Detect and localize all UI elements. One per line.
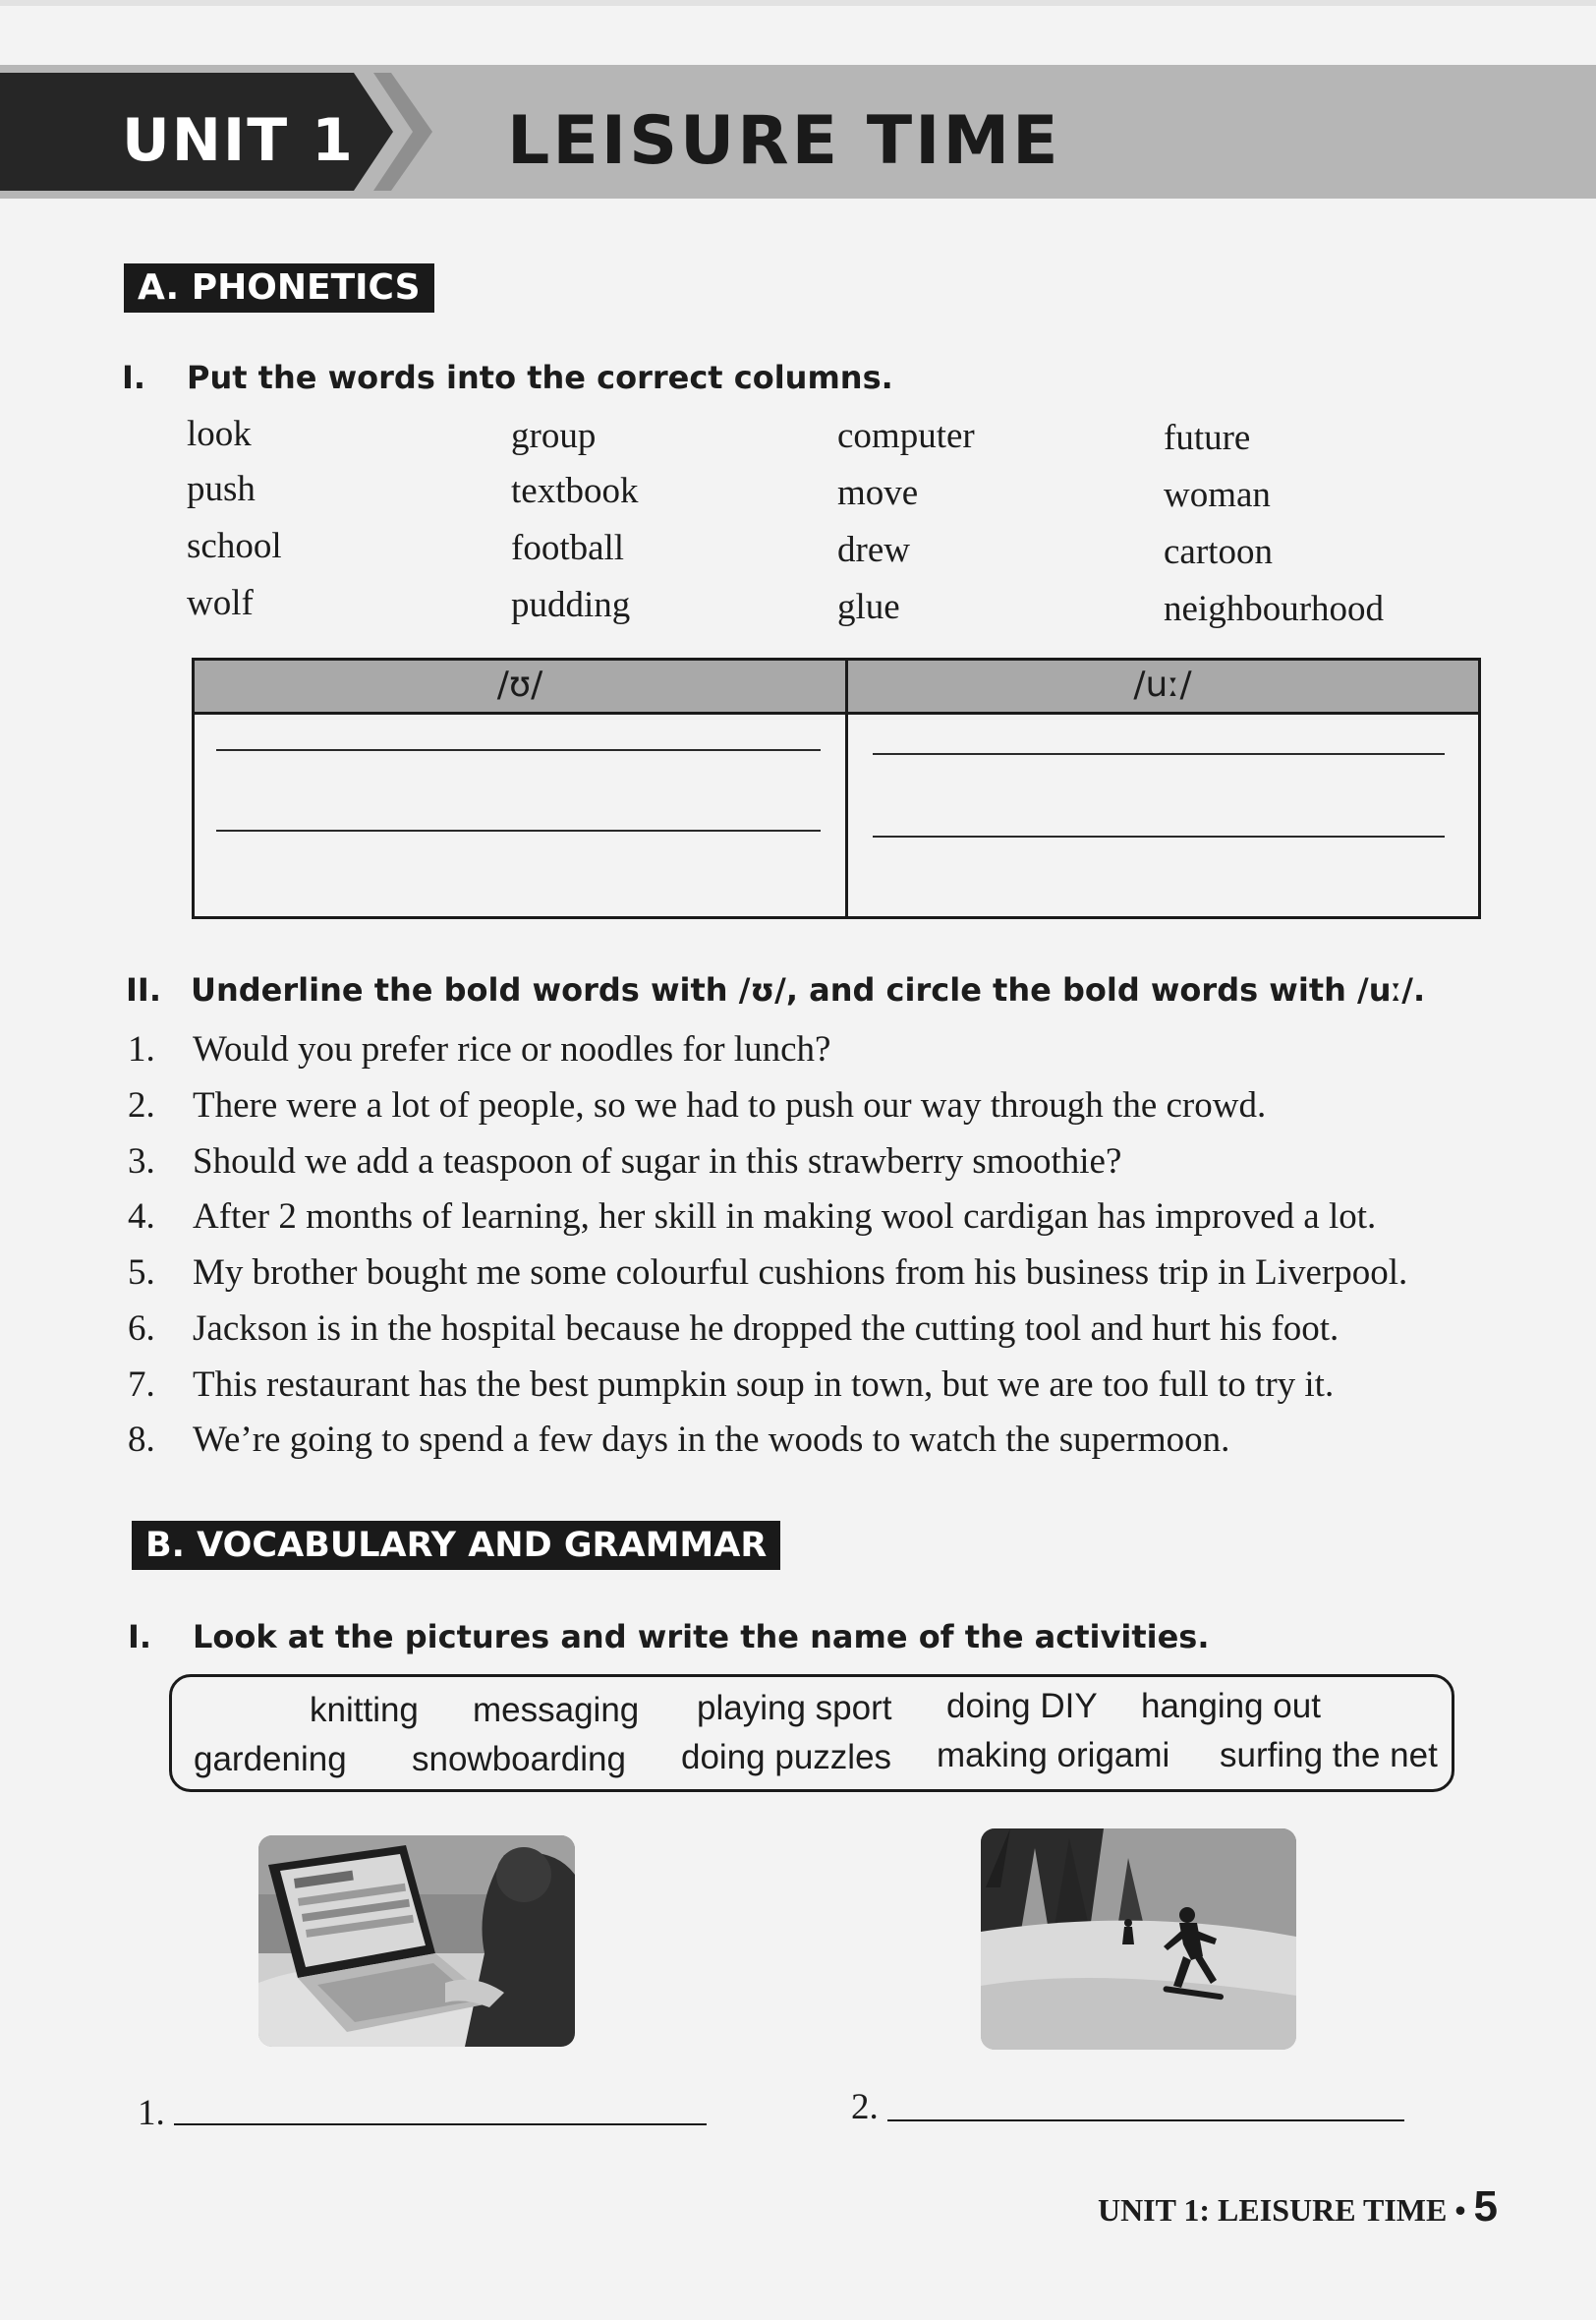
word: pudding bbox=[511, 585, 631, 625]
word: wolf bbox=[187, 583, 254, 623]
word: group bbox=[511, 416, 597, 456]
word: glue bbox=[837, 587, 900, 627]
word-bank-item: surfing the net bbox=[1220, 1736, 1438, 1774]
footer-label: UNIT 1: LEISURE TIME • bbox=[1097, 2192, 1466, 2228]
sound-table bbox=[192, 658, 1481, 919]
table-header-long-u: /uː/ bbox=[1133, 665, 1192, 705]
exercise-number: II. bbox=[126, 971, 161, 1009]
sentence-text: Jackson is in the hospital because he dropped the cutting tool and hurt his foot. bbox=[193, 1308, 1340, 1349]
sentence-text: After 2 months of learning, her skill in making wool cardigan has improved a lot. bbox=[193, 1196, 1377, 1237]
word-grid bbox=[187, 413, 1464, 641]
sentence-text: This restaurant has the best pumpkin soup in town, but we are too full to try it. bbox=[193, 1364, 1335, 1405]
word: woman bbox=[1164, 475, 1271, 515]
word: computer bbox=[837, 416, 975, 456]
answer-number: 2. bbox=[851, 2087, 879, 2127]
page-footer bbox=[1098, 2182, 1498, 2232]
sentence-number: 3. bbox=[128, 1141, 155, 1182]
word: neighbourhood bbox=[1164, 589, 1385, 629]
exercise-number: I. bbox=[128, 1618, 152, 1655]
word-bank-box bbox=[169, 1674, 1454, 1792]
picture-laptop bbox=[258, 1835, 575, 2047]
answer-line[interactable] bbox=[216, 830, 821, 832]
exercise-instruction: Underline the bold words with /ʊ/, and circle the bold words with /uː/. bbox=[191, 971, 1426, 1009]
sentence-number: 6. bbox=[128, 1308, 155, 1349]
section-b-heading: B. VOCABULARY AND GRAMMAR bbox=[132, 1521, 780, 1570]
word: future bbox=[1164, 418, 1251, 458]
word: push bbox=[187, 469, 256, 509]
answer-line-2[interactable] bbox=[887, 2119, 1404, 2121]
answer-number: 1. bbox=[138, 2093, 165, 2133]
page-number: 5 bbox=[1473, 2182, 1498, 2231]
sentence-text: Would you prefer rice or noodles for lunch? bbox=[193, 1029, 831, 1070]
sentence-number: 8. bbox=[128, 1420, 155, 1460]
sentence-text: My brother bought me some colourful cushions from his business trip in Liverpool. bbox=[193, 1252, 1408, 1293]
word-bank-item: gardening bbox=[194, 1740, 347, 1778]
sentence-number: 2. bbox=[128, 1085, 155, 1126]
sentence-number: 1. bbox=[128, 1029, 155, 1070]
word-bank-item: snowboarding bbox=[412, 1740, 626, 1778]
exercise-number: I. bbox=[122, 359, 146, 396]
unit-title: LEISURE TIME bbox=[507, 102, 1061, 180]
section-a-heading: A. PHONETICS bbox=[124, 263, 434, 313]
sentence-number: 7. bbox=[128, 1364, 155, 1405]
exercise-instruction: Look at the pictures and write the name of the activities. bbox=[193, 1618, 1210, 1655]
word: school bbox=[187, 526, 282, 566]
word-bank-item: doing DIY bbox=[946, 1687, 1098, 1725]
word: football bbox=[511, 528, 625, 568]
word: look bbox=[187, 414, 252, 454]
table-header-short-u: /ʊ/ bbox=[496, 665, 543, 705]
word-bank-item: knitting bbox=[310, 1691, 419, 1729]
sentence-text: Should we add a teaspoon of sugar in this strawberry smoothie? bbox=[193, 1141, 1122, 1182]
answer-line[interactable] bbox=[216, 749, 821, 751]
exercise-instruction: Put the words into the correct columns. bbox=[187, 359, 893, 396]
word-bank-item: hanging out bbox=[1141, 1687, 1321, 1725]
picture-snowboarding bbox=[981, 1828, 1296, 2050]
word: cartoon bbox=[1164, 532, 1273, 572]
word-bank-item: doing puzzles bbox=[681, 1738, 892, 1776]
unit-banner bbox=[0, 65, 1596, 199]
sentence-text: There were a lot of people, so we had to push our way through the crowd. bbox=[193, 1085, 1267, 1126]
word-bank-item: playing sport bbox=[697, 1689, 892, 1727]
answer-line[interactable] bbox=[873, 836, 1445, 838]
word: textbook bbox=[511, 471, 639, 511]
unit-number: UNIT 1 bbox=[122, 106, 355, 175]
word-bank-item: messaging bbox=[473, 1691, 640, 1729]
word: drew bbox=[837, 530, 910, 570]
answer-line-1[interactable] bbox=[174, 2123, 707, 2125]
word: move bbox=[837, 473, 919, 513]
answer-line[interactable] bbox=[873, 753, 1445, 755]
sentence-number: 5. bbox=[128, 1252, 155, 1293]
sentence-text: We’re going to spend a few days in the woods to watch the supermoon. bbox=[193, 1420, 1230, 1460]
page-top-edge bbox=[0, 0, 1596, 6]
sentence-number: 4. bbox=[128, 1196, 155, 1237]
word-bank-item: making origami bbox=[937, 1736, 1170, 1774]
